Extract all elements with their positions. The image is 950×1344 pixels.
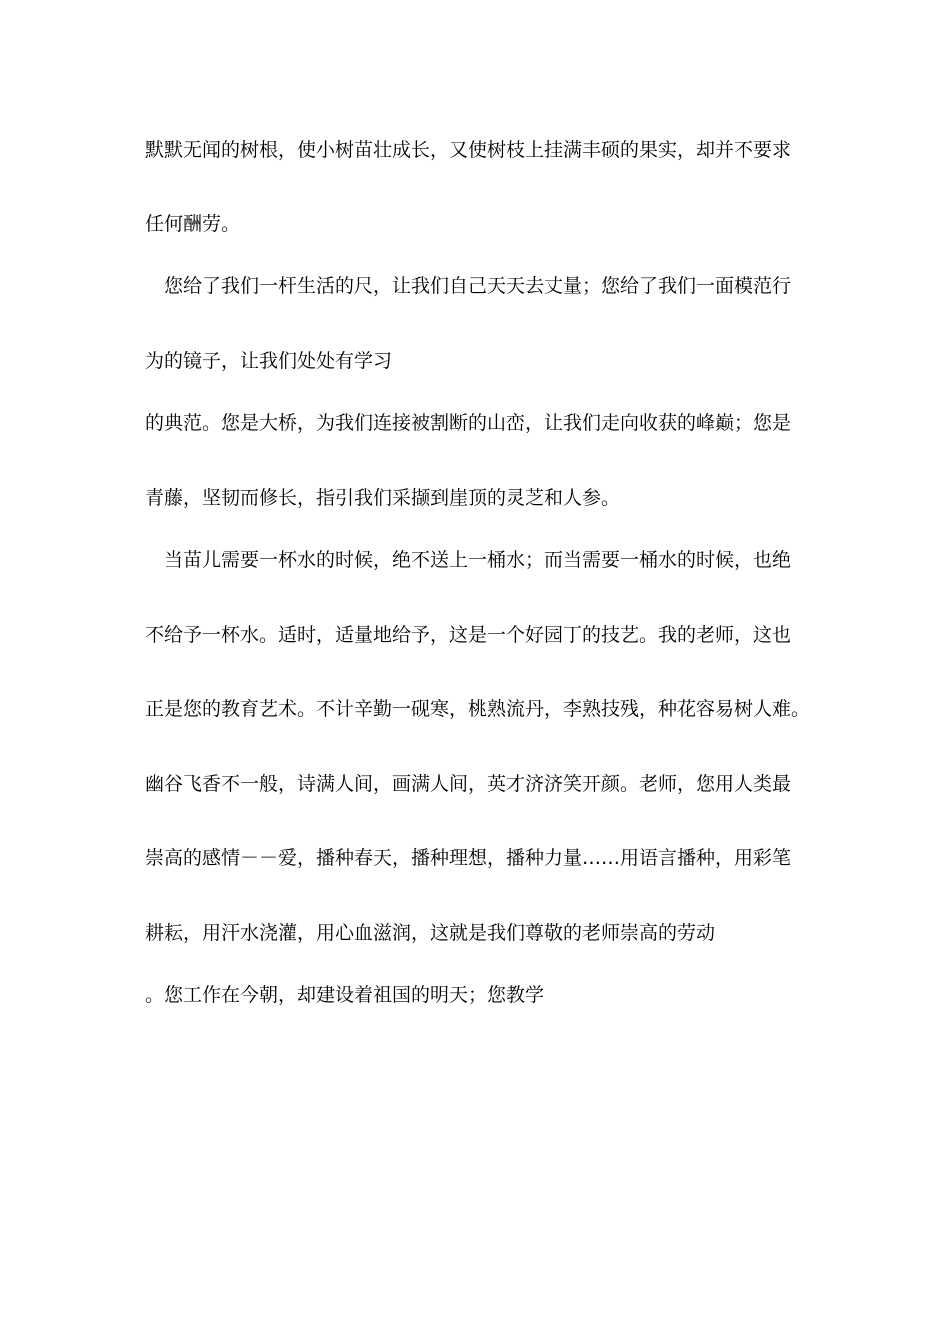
text-line-2: 任何酬劳。 bbox=[145, 213, 241, 235]
text-line-5: 的典范。您是大桥，为我们连接被割断的山峦，让我们走向收获的峰巅；您是 bbox=[145, 412, 792, 434]
text-line-13: 。您工作在今朝，却建设着祖国的明天；您教学 bbox=[145, 984, 545, 1006]
text-line-3: 您给了我们一杆生活的尺，让我们自己天天去丈量；您给了我们一面模范行 bbox=[145, 275, 792, 297]
text-line-11: 崇高的感情－－爱，播种春天，播种理想，播种力量……用语言播种，用彩笔 bbox=[145, 847, 792, 869]
text-line-9: 正是您的教育艺术。不计辛勤一砚寒，桃熟流丹，李熟技残，种花容易树人难。 bbox=[145, 698, 811, 720]
text-line-7: 当苗儿需要一杯水的时候，绝不送上一桶水；而当需要一桶水的时候，也绝 bbox=[145, 549, 792, 571]
text-line-6: 青藤，坚韧而修长，指引我们采撷到崖顶的灵芝和人参。 bbox=[145, 487, 621, 509]
text-line-8: 不给予一杯水。适时，适量地给予，这是一个好园丁的技艺。我的老师，这也 bbox=[145, 624, 792, 646]
text-line-12: 耕耘，用汗水浇灌，用心血滋润，这就是我们尊敬的老师崇高的劳动 bbox=[145, 922, 716, 944]
text-line-1: 默默无闻的树根，使小树苗壮成长，又使树枝上挂满丰硕的果实，却并不要求 bbox=[145, 139, 792, 161]
text-line-10: 幽谷飞香不一般，诗满人间，画满人间，英才济济笑开颜。老师，您用人类最 bbox=[145, 773, 792, 795]
text-line-4: 为的镜子，让我们处处有学习 bbox=[145, 350, 393, 372]
